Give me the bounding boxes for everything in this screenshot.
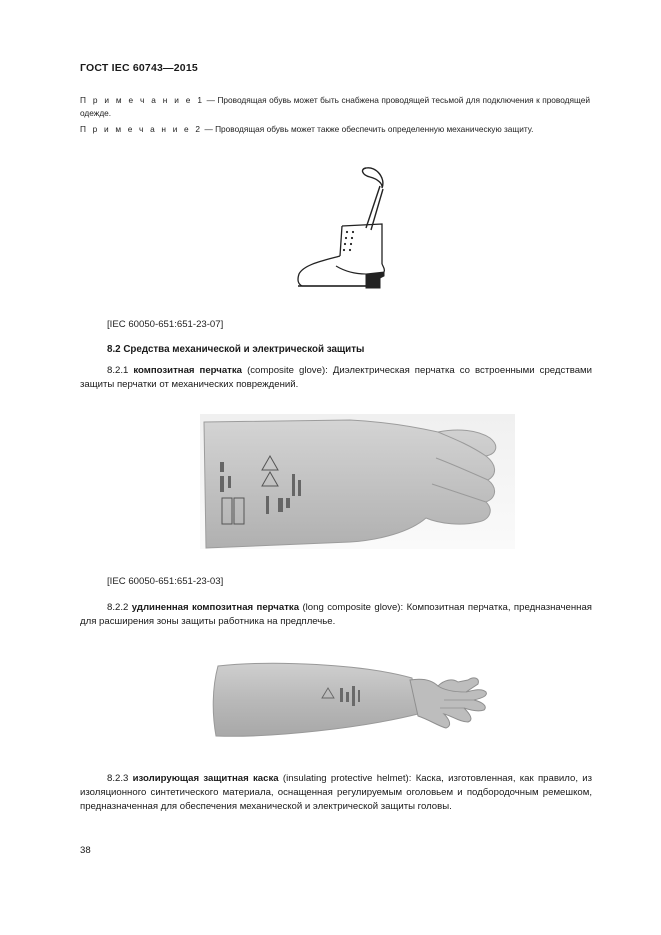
reference-1: [IEC 60050-651:651-23-07] (107, 319, 224, 330)
item-8-2-2 (80, 601, 592, 629)
conductive-boot-figure (290, 160, 400, 295)
item-8-2-1 (80, 364, 592, 392)
item-8-2-3 (80, 772, 592, 814)
note-2-label: П р и м е ч а н и е 2 (80, 124, 203, 134)
item-8-2-1-number: 8.2.1 (107, 365, 129, 376)
note-1-text: — Проводящая обувь может быть снабжена проводящей тесьмой для подключения к проводящей одежде. (80, 95, 590, 118)
item-8-2-2-number: 8.2.2 (107, 602, 129, 613)
reference-2: [IEC 60050-651:651-23-03] (107, 576, 224, 587)
item-8-2-1-definition: : Диэлектрическая перчатка со встроенными средствами защиты перчатки от механических повреждений. (80, 365, 592, 390)
note-2 (80, 123, 590, 136)
item-8-2-3-term: изолирующая защитная каска (132, 773, 279, 784)
item-8-2-2-definition: : Композитная перчатка, предназначенная для расширения зоны защиты работника на предплечье. (80, 602, 592, 627)
item-8-2-1-term: композитная перчатка (133, 365, 243, 376)
item-8-2-3-english: (insulating protective helmet) (282, 773, 409, 784)
item-8-2-2-term: удлиненная композитная перчатка (131, 602, 300, 613)
note-2-text: — Проводящая обувь может также обеспечить определенную механическую защиту. (202, 124, 534, 134)
note-1 (80, 94, 590, 119)
note-1-label: П р и м е ч а н и е 1 (80, 95, 205, 105)
item-8-2-2-english: (long composite glove) (302, 602, 401, 613)
long-composite-glove-photo (212, 658, 494, 740)
page-number: 38 (80, 845, 91, 856)
item-8-2-3-definition: : Каска, изготовленная, как правило, из изоляционного синтетического материала, оснащенная регулируемым оголовьем и подбородочным ремешком, предназначенная для обеспечения механической и электрической защиты головы. (80, 773, 593, 812)
item-8-2-1-english: (composite glove) (247, 365, 326, 376)
item-8-2-3-number: 8.2.3 (107, 773, 129, 784)
composite-glove-photo (200, 414, 515, 549)
section-title: 8.2 Средства механической и электрической защиты (107, 344, 365, 355)
document-header: ГОСТ IEC 60743—2015 (80, 62, 198, 74)
